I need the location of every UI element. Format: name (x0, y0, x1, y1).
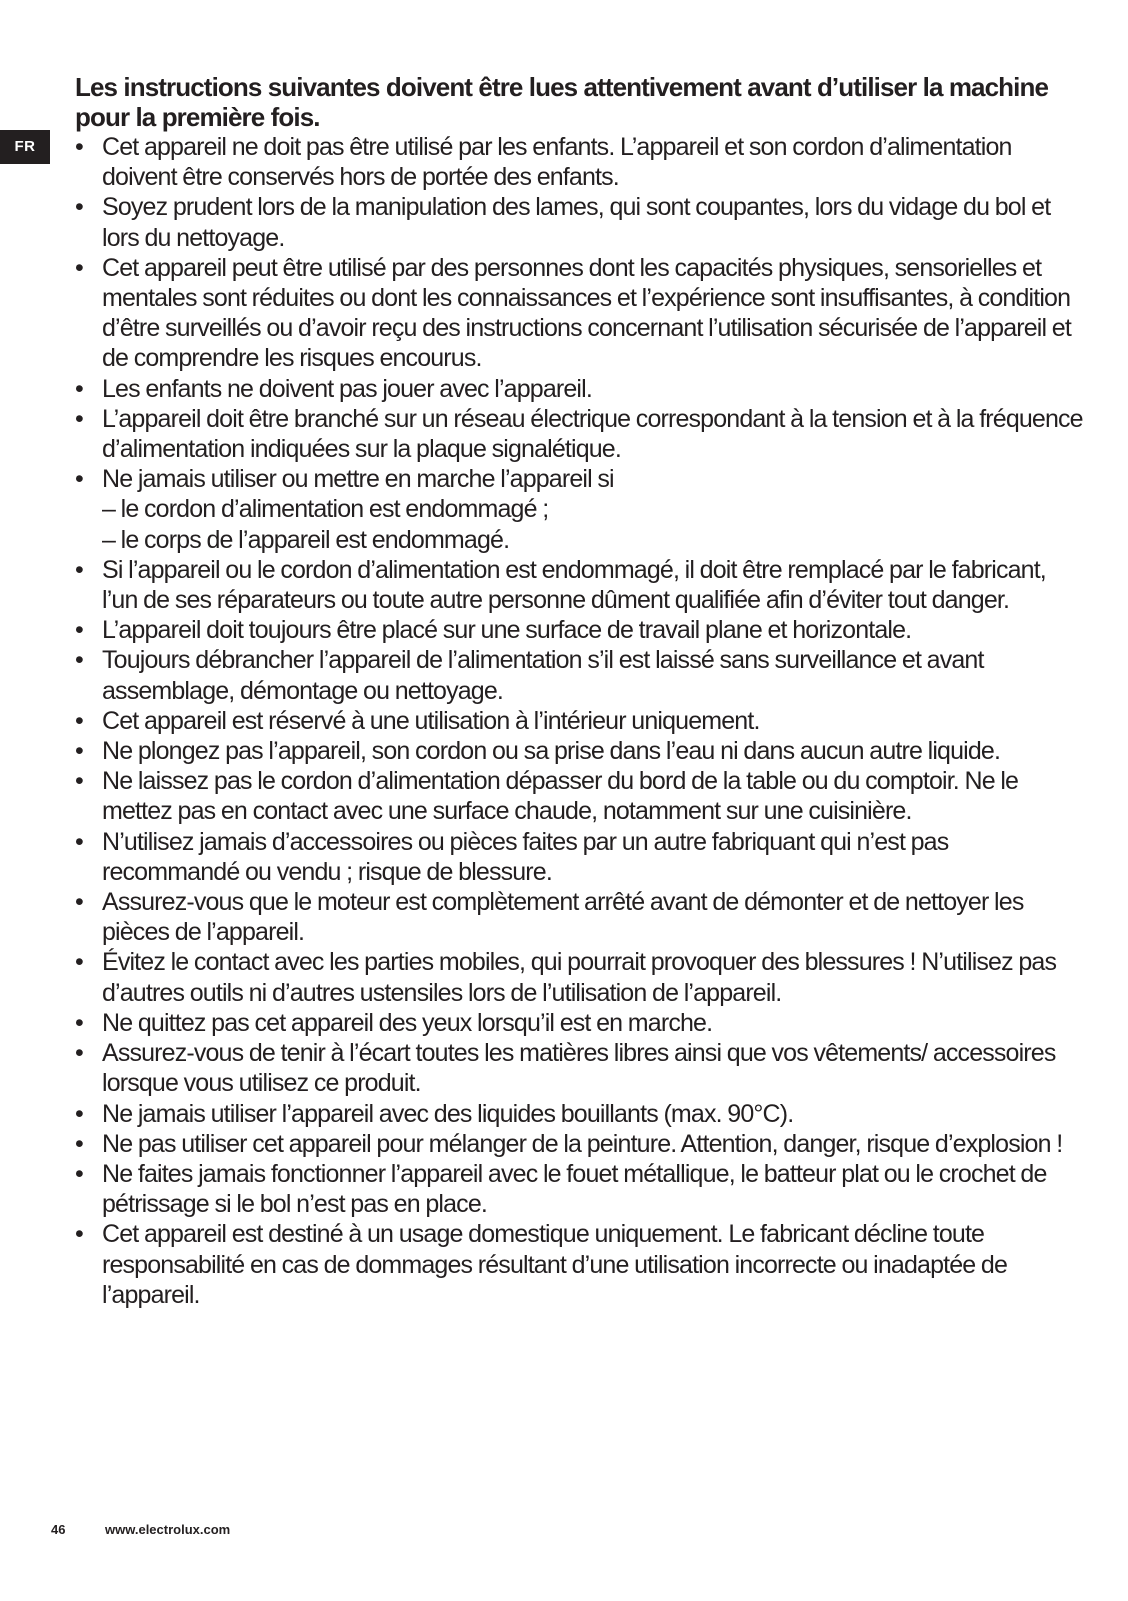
list-item-text: Ne pas utiliser cet appareil pour mélanger de la peinture. Attention, danger, risque d’explosion ! (102, 1129, 1063, 1158)
list-item-text: Ne plongez pas l’appareil, son cordon ou sa prise dans l’eau ni dans aucun autre liquide. (102, 737, 1001, 766)
instruction-list (75, 132, 1085, 1310)
footer-url: www.electrolux.com (105, 1522, 231, 1537)
list-item (75, 1099, 1085, 1129)
bullet-icon (75, 464, 95, 494)
bullet-icon (75, 827, 95, 857)
list-item (75, 615, 1085, 645)
bullet-icon (75, 253, 95, 283)
list-item-text: L’appareil doit toujours être placé sur une surface de travail plane et horizontale. (102, 616, 912, 645)
sub-item: – le cordon d’alimentation est endommagé ; (102, 495, 549, 524)
bullet-icon (75, 887, 95, 917)
list-item-text: Assurez-vous de tenir à l’écart toutes les matières libres ainsi que vos vêtements/ accessoires lorsque vous utilisez ce produit. (102, 1039, 1056, 1098)
list-item-text: Ne laissez pas le cordon d’alimentation dépasser du bord de la table ou du comptoir. Ne le mettez pas en contact avec une surface chaude, notamment sur une cuisinière. (102, 767, 1019, 826)
list-item-text: Évitez le contact avec les parties mobiles, qui pourrait provoquer des blessures ! N’utilisez pas d’autres outils ni d’autres ustensiles lors de l’utilisation de l’appareil. (102, 948, 1057, 1007)
list-item (75, 887, 1085, 947)
list-item-text: Ne jamais utiliser l’appareil avec des liquides bouillants (max. 90°C). (102, 1099, 794, 1128)
list-item (75, 947, 1085, 1007)
bullet-icon (75, 1159, 95, 1189)
list-item (75, 736, 1085, 766)
bullet-icon (75, 404, 95, 434)
list-item-text: Les enfants ne doivent pas jouer avec l’appareil. (102, 374, 592, 403)
list-item (75, 1159, 1085, 1219)
bullet-icon (75, 1008, 95, 1038)
list-item-text: N’utilisez jamais d’accessoires ou pièces faites par un autre fabriquant qui n’est pas recommandé ou vendu ; risque de blessure. (102, 827, 949, 886)
bullet-icon (75, 374, 95, 404)
bullet-icon (75, 645, 95, 675)
list-item-text: Ne quittez pas cet appareil des yeux lorsqu’il est en marche. (102, 1008, 713, 1037)
bullet-icon (75, 555, 95, 585)
list-item-text: Cet appareil ne doit pas être utilisé par les enfants. L’appareil et son cordon d’alimentation doivent être conservés hors de portée des enfants. (102, 133, 1012, 192)
list-item-text: Cet appareil peut être utilisé par des personnes dont les capacités physiques, sensorielles et mentales sont réduites ou dont les connaissances et l’expérience sont insuffisantes, à condition d’être surveillés ou d’avoir reçu des instructions concernant l’utilisation sécurisée de l’appareil et de comprendre les risques encourus. (102, 253, 1071, 373)
list-item (75, 1038, 1085, 1098)
bullet-icon (75, 706, 95, 736)
list-item-text: Cet appareil est destiné à un usage domestique uniquement. Le fabricant décline toute responsabilité en cas de dommages résultant d’une utilisation incorrecte ou inadaptée de l’appareil. (102, 1220, 1008, 1309)
language-tab: FR (0, 130, 50, 164)
list-item (75, 374, 1085, 404)
safety-instructions (75, 72, 1085, 1310)
list-item (75, 404, 1085, 464)
list-item-text: L’appareil doit être branché sur un réseau électrique correspondant à la tension et à la fréquence d’alimentation indiquées sur la plaque signalétique. (102, 404, 1083, 464)
bullet-icon (75, 192, 95, 222)
bullet-icon (75, 615, 95, 645)
bullet-icon (75, 736, 95, 766)
page-footer (51, 1522, 231, 1537)
list-item (75, 766, 1085, 826)
sub-item: – le corps de l’appareil est endommagé. (102, 525, 510, 554)
list-item (75, 706, 1085, 736)
bullet-icon (75, 132, 95, 162)
list-item (75, 253, 1085, 374)
page-number: 46 (51, 1522, 66, 1537)
list-item (75, 1219, 1085, 1310)
list-item-text: Ne faites jamais fonctionner l’appareil avec le fouet métallique, le batteur plat ou le crochet de pétrissage si le bol n’est pas en place. (102, 1159, 1047, 1219)
list-item (75, 1129, 1085, 1159)
bullet-icon (75, 1129, 95, 1159)
list-item-text: Toujours débrancher l’appareil de l’alimentation s’il est laissé sans surveillance et avant assemblage, démontage ou nettoyage. (102, 646, 984, 705)
bullet-icon (75, 766, 95, 796)
bullet-icon (75, 947, 95, 977)
bullet-icon (75, 1219, 95, 1249)
bullet-icon (75, 1099, 95, 1129)
list-item (75, 555, 1085, 615)
list-item (75, 645, 1085, 705)
list-item (75, 132, 1085, 192)
list-item-text: Assurez-vous que le moteur est complètement arrêté avant de démonter et de nettoyer les pièces de l’appareil. (102, 888, 1024, 947)
list-item (75, 192, 1085, 252)
list-item (75, 1008, 1085, 1038)
list-item-text: Si l’appareil ou le cordon d’alimentation est endommagé, il doit être remplacé par le fabricant, l’un de ses réparateurs ou toute autre personne dûment qualifiée afin d’éviter tout danger. (102, 555, 1046, 615)
list-item-text: Soyez prudent lors de la manipulation des lames, qui sont coupantes, lors du vidage du bol et lors du nettoyage. (102, 193, 1051, 252)
page-heading: Les instructions suivantes doivent être lues attentivement avant d’utiliser la machine pour la première fois. (75, 72, 1049, 132)
list-item (75, 464, 1085, 555)
list-item (75, 827, 1085, 887)
list-item-text: Cet appareil est réservé à une utilisation à l’intérieur uniquement. (102, 706, 760, 735)
bullet-icon (75, 1038, 95, 1068)
list-item-text: Ne jamais utiliser ou mettre en marche l’appareil si (102, 465, 614, 494)
